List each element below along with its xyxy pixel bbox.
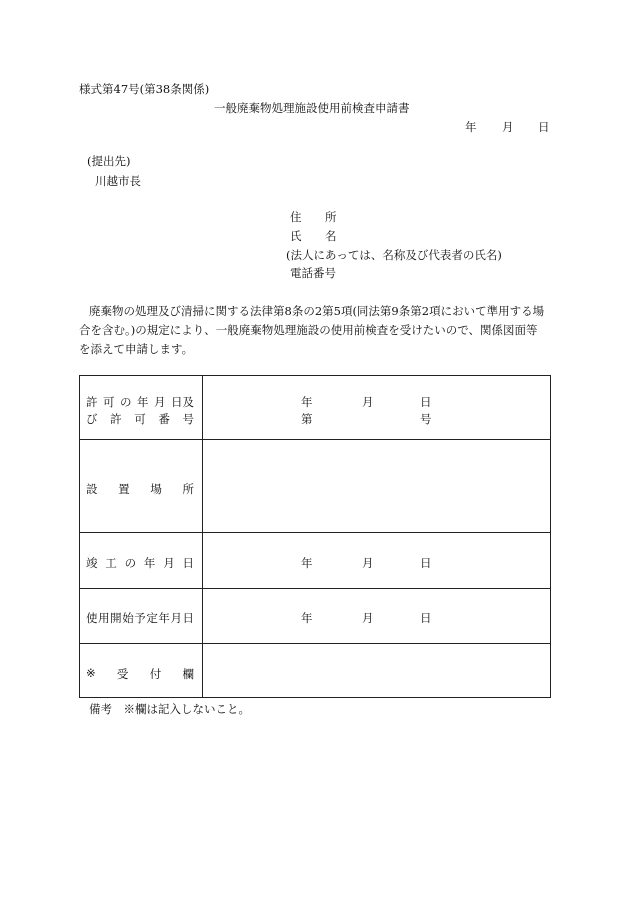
start-day[interactable]: 日 (420, 611, 432, 625)
label-char: 号 (182, 412, 194, 426)
label-char: 用 (98, 611, 110, 625)
label-char: 所 (182, 482, 194, 496)
corporation-note: (法人にあっては、名称及び代表者の氏名) (286, 248, 502, 262)
label-char: 許 (86, 395, 98, 409)
label-char: 年 (158, 611, 170, 625)
name-label-1: 氏 (290, 229, 302, 243)
label-char: 付 (149, 667, 162, 681)
address-label-1: 住 (290, 210, 302, 224)
permit-date-month[interactable]: 月 (362, 395, 374, 409)
label-char: 年 (137, 395, 149, 409)
body-line-3: を添えて申請します。 (79, 342, 194, 356)
footer-note: 備考 ※欄は記入しないこと。 (89, 702, 250, 716)
reception-label (86, 666, 194, 682)
table-row (80, 376, 550, 439)
label-char: 竣 (86, 556, 98, 570)
label-char: 受 (116, 667, 129, 681)
recipient-label: (提出先) (87, 154, 131, 168)
application-table (79, 375, 551, 698)
permit-number-suffix[interactable]: 号 (420, 412, 432, 426)
permit-label-line-2 (86, 411, 194, 427)
start-month[interactable]: 月 (362, 611, 374, 625)
label-char: 日 (182, 611, 194, 625)
form-number: 様式第47号(第38条関係) (79, 82, 210, 96)
address-label-2: 所 (325, 210, 337, 224)
label-char: 許 (110, 412, 122, 426)
label-char: 日 (182, 556, 194, 570)
label-char: 欄 (182, 667, 194, 681)
label-char: 月 (154, 395, 166, 409)
permit-date-year[interactable]: 年 (301, 395, 313, 409)
label-char: 始 (122, 611, 134, 625)
label-char: 可 (103, 395, 115, 409)
label-char: 月 (163, 556, 175, 570)
label-char: 予 (134, 611, 146, 625)
table-row (80, 439, 550, 532)
document-title: 一般廃棄物処理施設使用前検査申請書 (214, 101, 410, 115)
permit-date-day[interactable]: 日 (420, 395, 432, 409)
phone-label: 電話番号 (290, 266, 336, 280)
label-char: 月 (170, 611, 182, 625)
label-char: 定 (146, 611, 158, 625)
date-month: 月 (502, 120, 514, 134)
label-char: の (120, 395, 132, 409)
reception-field (203, 644, 550, 697)
label-char: 使 (86, 611, 98, 625)
location-label (86, 481, 194, 497)
table-row (80, 643, 550, 697)
label-char: 年 (143, 556, 156, 570)
permit-number-prefix[interactable]: 第 (301, 412, 313, 426)
date-year: 年 (465, 120, 477, 134)
label-char: び (86, 412, 98, 426)
label-char: 設 (86, 482, 98, 496)
label-char: 場 (150, 482, 162, 496)
name-label-2: 名 (325, 229, 337, 243)
label-char: 番 (158, 412, 170, 426)
location-field[interactable] (203, 440, 550, 532)
label-char: ※ (86, 666, 96, 680)
label-char: 日及 (171, 395, 194, 409)
start-year[interactable]: 年 (301, 611, 313, 625)
permit-label-line-1 (86, 394, 194, 410)
completion-year[interactable]: 年 (301, 556, 313, 570)
label-char: 可 (134, 412, 146, 426)
table-row (80, 588, 550, 643)
label-char: の (124, 556, 137, 570)
body-line-2: 合を含む。)の規定により、一般廃棄物処理施設の使用前検査を受けたいので、関係図面等 (79, 323, 538, 337)
label-char: 開 (110, 611, 122, 625)
completion-month[interactable]: 月 (362, 556, 374, 570)
body-line-1: 廃棄物の処理及び清掃に関する法律第8条の2第5項(同法第9条第2項において準用する場 (89, 304, 545, 318)
label-char: 工 (105, 556, 117, 570)
label-char: 置 (118, 482, 130, 496)
completion-date-label (86, 555, 194, 571)
recipient-name: 川越市長 (95, 174, 141, 188)
date-day: 日 (538, 120, 550, 134)
table-row (80, 532, 550, 588)
completion-day[interactable]: 日 (420, 556, 432, 570)
start-date-label (86, 610, 194, 626)
